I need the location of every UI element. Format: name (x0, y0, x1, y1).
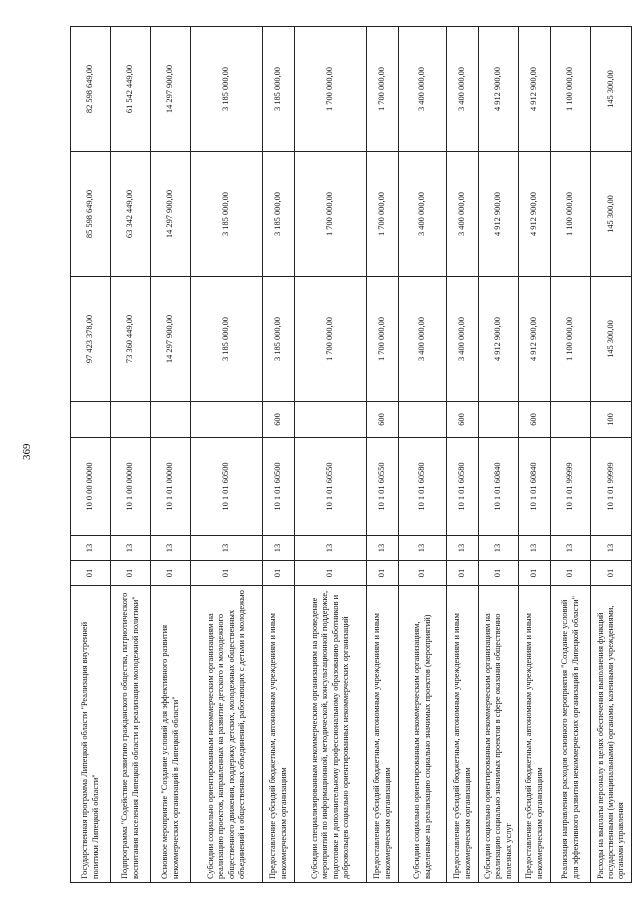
table-row (447, 27, 479, 883)
row-name-cell: Предоставление субсидий бюджетным, автономным учреждениям и иным некоммерческим организациям (367, 586, 399, 883)
row-sum-year3-cell: 61 542 449,00 (111, 27, 151, 152)
row-sum-year3-cell: 1 700 000,00 (295, 27, 367, 152)
row-name-cell: Реализация направления расходов основного мероприятия "Создание условий для эффективного развития некоммерческих организаций в Липецкой области" (551, 586, 591, 883)
row-sum-year1-cell: 3 400 000,00 (399, 277, 447, 402)
row-subsection-cell: 13 (447, 536, 479, 561)
row-sum-year1-cell: 145 300,00 (591, 277, 632, 402)
table-row (551, 27, 591, 883)
row-sum-year1-cell: 3 185 000,00 (191, 277, 263, 402)
row-section-cell: 01 (399, 561, 447, 586)
row-sum-year2-cell: 3 185 000,00 (263, 152, 295, 277)
row-name-cell: Предоставление субсидий бюджетным, автономным учреждениям и иным некоммерческим организациям (447, 586, 479, 883)
table-row (519, 27, 551, 883)
row-sum-year2-cell: 3 185 000,00 (191, 152, 263, 277)
row-expense-type-cell: 600 (447, 402, 479, 438)
budget-table-body (71, 27, 632, 883)
row-section-cell: 01 (551, 561, 591, 586)
row-expense-type-cell: 600 (367, 402, 399, 438)
row-sum-year1-cell: 1 700 000,00 (295, 277, 367, 402)
row-sum-year2-cell: 3 400 000,00 (447, 152, 479, 277)
row-subsection-cell: 13 (295, 536, 367, 561)
row-target-article-cell: 10 1 01 60840 (519, 438, 551, 536)
row-target-article-cell: 10 1 01 60500 (263, 438, 295, 536)
row-sum-year2-cell: 85 598 649,00 (71, 152, 111, 277)
table-row (295, 27, 367, 883)
row-expense-type-cell: 600 (519, 402, 551, 438)
row-sum-year3-cell: 3 400 000,00 (447, 27, 479, 152)
row-sum-year3-cell: 3 185 000,00 (263, 27, 295, 152)
row-sum-year1-cell: 1 100 000,00 (551, 277, 591, 402)
rotated-table-frame (70, 27, 626, 883)
row-target-article-cell: 10 1 01 60580 (399, 438, 447, 536)
row-section-cell: 01 (71, 561, 111, 586)
row-sum-year3-cell: 14 297 900,00 (151, 27, 191, 152)
row-subsection-cell: 13 (551, 536, 591, 561)
row-sum-year3-cell: 3 400 000,00 (399, 27, 447, 152)
row-name-cell: Государственная программа Липецкой области "Реализация внутренней политики Липецкой области" (71, 586, 111, 883)
row-target-article-cell: 10 1 00 00000 (111, 438, 151, 536)
row-sum-year3-cell: 1 100 000,00 (551, 27, 591, 152)
row-sum-year1-cell: 97 423 378,00 (71, 277, 111, 402)
row-section-cell: 01 (263, 561, 295, 586)
row-subsection-cell: 13 (367, 536, 399, 561)
row-section-cell: 01 (111, 561, 151, 586)
row-target-article-cell: 10 1 01 60500 (191, 438, 263, 536)
row-expense-type-cell (71, 402, 111, 438)
row-name-cell: Подпрограмма "Содействие развитию гражданского общества, патриотического воспитания населения Липецкой области и реализации молодежной политики" (111, 586, 151, 883)
row-sum-year1-cell: 1 700 000,00 (367, 277, 399, 402)
row-sum-year3-cell: 1 700 000,00 (367, 27, 399, 152)
row-sum-year2-cell: 1 100 000,00 (551, 152, 591, 277)
row-sum-year3-cell: 4 912 900,00 (519, 27, 551, 152)
row-subsection-cell: 13 (263, 536, 295, 561)
row-target-article-cell: 10 1 01 99999 (591, 438, 632, 536)
row-section-cell: 01 (447, 561, 479, 586)
row-name-cell: Расходы на выплаты персоналу в целях обеспечения выполнения функций государственными (муниципальными) органами, казенными учреждениями, органами управления (591, 586, 632, 883)
row-name-cell: Основное мероприятие "Создание условий для эффективного развития некоммерческих организаций в Липецкой области" (151, 586, 191, 883)
row-subsection-cell: 13 (399, 536, 447, 561)
row-sum-year1-cell: 73 360 449,00 (111, 277, 151, 402)
table-row (111, 27, 151, 883)
table-row (151, 27, 191, 883)
row-subsection-cell: 13 (519, 536, 551, 561)
row-sum-year2-cell: 1 700 000,00 (367, 152, 399, 277)
row-sum-year2-cell: 14 297 900,00 (151, 152, 191, 277)
row-target-article-cell: 10 1 01 60550 (295, 438, 367, 536)
rotated-table-area (70, 27, 626, 883)
row-sum-year2-cell: 4 912 900,00 (519, 152, 551, 277)
row-subsection-cell: 13 (111, 536, 151, 561)
row-section-cell: 01 (151, 561, 191, 586)
table-row (191, 27, 263, 883)
table-row (479, 27, 519, 883)
row-sum-year1-cell: 4 912 900,00 (519, 277, 551, 402)
row-sum-year2-cell: 4 912 900,00 (479, 152, 519, 277)
row-section-cell: 01 (519, 561, 551, 586)
row-sum-year3-cell: 145 300,00 (591, 27, 632, 152)
row-section-cell: 01 (191, 561, 263, 586)
row-sum-year1-cell: 3 185 000,00 (263, 277, 295, 402)
row-name-cell: Субсидии социально ориентированным некоммерческим организациям на реализацию проектов, направленных на развитие детского и молодежного общественного движения, поддержку детских, молодежных общественных объединений и общественных объединений, работающих с детьми и молодежью (191, 586, 263, 883)
row-expense-type-cell (479, 402, 519, 438)
row-subsection-cell: 13 (191, 536, 263, 561)
row-section-cell: 01 (295, 561, 367, 586)
table-row (71, 27, 111, 883)
budget-table (70, 26, 632, 883)
row-expense-type-cell: 100 (591, 402, 632, 438)
row-sum-year3-cell: 82 598 649,00 (71, 27, 111, 152)
row-subsection-cell: 13 (151, 536, 191, 561)
row-sum-year1-cell: 3 400 000,00 (447, 277, 479, 402)
row-sum-year2-cell: 63 342 449,00 (111, 152, 151, 277)
table-row (399, 27, 447, 883)
row-expense-type-cell: 600 (263, 402, 295, 438)
row-sum-year2-cell: 145 300,00 (591, 152, 632, 277)
row-section-cell: 01 (479, 561, 519, 586)
row-name-cell: Субсидии социально ориентированным некоммерческим организациям на реализацию социально значимых проектов в сфере оказания общественно полезных услуг (479, 586, 519, 883)
row-name-cell: Предоставление субсидий бюджетным, автономным учреждениям и иным некоммерческим организациям (263, 586, 295, 883)
row-sum-year1-cell: 14 297 900,00 (151, 277, 191, 402)
page-number: 369 (21, 443, 33, 461)
row-expense-type-cell (295, 402, 367, 438)
row-target-article-cell: 10 1 01 60550 (367, 438, 399, 536)
table-row (591, 27, 632, 883)
row-target-article-cell: 10 1 01 00000 (151, 438, 191, 536)
row-target-article-cell: 10 1 01 99999 (551, 438, 591, 536)
row-section-cell: 01 (367, 561, 399, 586)
row-sum-year1-cell: 4 912 900,00 (479, 277, 519, 402)
row-subsection-cell: 13 (71, 536, 111, 561)
row-expense-type-cell (151, 402, 191, 438)
row-expense-type-cell (551, 402, 591, 438)
row-subsection-cell: 13 (479, 536, 519, 561)
row-sum-year2-cell: 3 400 000,00 (399, 152, 447, 277)
row-subsection-cell: 13 (591, 536, 632, 561)
row-sum-year2-cell: 1 700 000,00 (295, 152, 367, 277)
row-name-cell: Субсидии специализированным некоммерческим организациям на проведение мероприятий по информационной, методической, консультационной поддержке, подготовке и дополнительному профессиональному образованию работников и добровольцев социально ориентированных некоммерческих организаций (295, 586, 367, 883)
row-name-cell: Предоставление субсидий бюджетным, автономным учреждениям и иным некоммерческим организациям (519, 586, 551, 883)
row-target-article-cell: 10 1 01 60580 (447, 438, 479, 536)
row-expense-type-cell (191, 402, 263, 438)
row-expense-type-cell (111, 402, 151, 438)
table-row (367, 27, 399, 883)
row-sum-year3-cell: 4 912 900,00 (479, 27, 519, 152)
row-target-article-cell: 10 1 01 60840 (479, 438, 519, 536)
row-sum-year3-cell: 3 185 000,00 (191, 27, 263, 152)
table-row (263, 27, 295, 883)
row-target-article-cell: 10 0 00 00000 (71, 438, 111, 536)
row-name-cell: Субсидии социально ориентированным некоммерческим организациям, выделенные на реализацию социально значимых проектов (мероприятий) (399, 586, 447, 883)
row-expense-type-cell (399, 402, 447, 438)
row-section-cell: 01 (591, 561, 632, 586)
